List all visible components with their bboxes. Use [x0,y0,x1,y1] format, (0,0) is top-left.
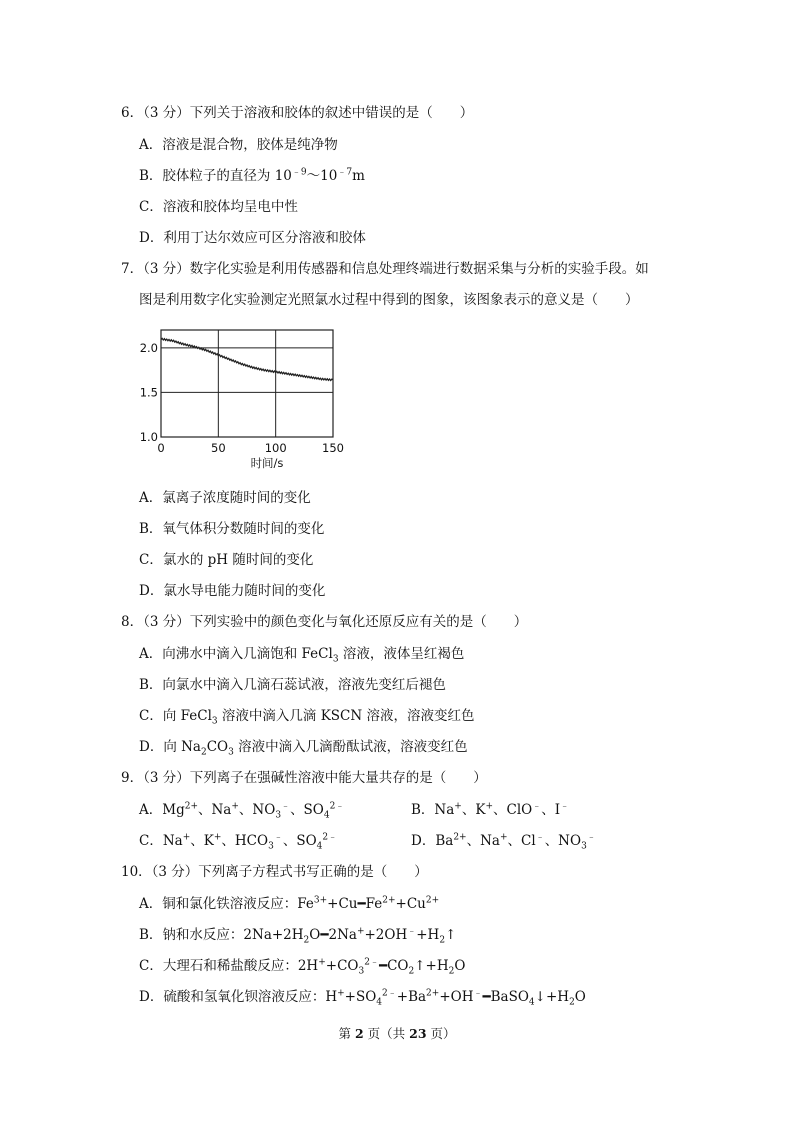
option-label: C． [139,708,163,724]
option-label: B． [139,677,163,693]
option-text: ﹣ [473,988,483,999]
option-text: + [485,801,493,812]
option-text: ━BaSO [482,989,529,1005]
option-text: 、SO [282,833,317,849]
option-text: 、NO [238,802,276,818]
chart-x-tick-label: 100 [264,441,287,455]
option-text: 2 [448,966,455,977]
option-text: 氯水导电能力随时间的变化 [163,583,326,599]
option-text: + [454,801,462,812]
option-text: + [337,988,345,999]
footer-mid: 页（共 [367,1026,406,1041]
option-text: ﹣ [586,832,596,843]
option-text: +OH [439,989,474,1005]
option-text: +SO [344,989,377,1005]
chart-x-tick-label: 50 [211,441,226,455]
option-text: + [231,801,239,812]
question-7-stem: 7．（3 分）数字化实验是利用传感器和信息处理终端进行数据采集与分析的实验手段。如 [121,261,649,277]
option-text: 3 [268,841,274,852]
option-label: A． [139,802,163,818]
option-text: 2+ [425,895,440,906]
option-label: B． [139,521,163,537]
page-footer [0,1024,794,1042]
option-text: ↓+H [534,989,570,1005]
option-text: 3 [211,716,218,727]
option-text: 胶体粒子的直径为 10 [162,168,292,184]
question-9-option-d [411,832,596,850]
option-text: 2﹣ [364,957,379,968]
question-7-stem-continued: 图是利用数字化实验测定光照氯水过程中得到的图象，该图象表示的意义是（ ） [139,292,639,308]
option-text: 氯离子浓度随时间的变化 [162,490,311,506]
footer-page-number: 2 [354,1026,364,1041]
option-text: 3 [581,841,587,852]
chart-x-tick-label: 0 [157,441,165,455]
option-text: 4 [323,810,330,821]
option-text: 溶液中滴入几滴 KSCN 溶液，溶液变红色 [217,708,475,724]
option-text: 溶液是混合物，胶体是纯净物 [162,137,338,153]
option-text: m [352,168,365,184]
option-text: ～10 [306,168,338,184]
option-text: 大理石和稀盐酸反应：2H [162,958,319,974]
option-text: 3 [332,654,339,665]
option-text: +Ba [396,989,427,1005]
question-10-option-c [139,957,465,975]
option-text: 氯水的 pH 随时间的变化 [162,552,314,568]
option-text: 利用丁达尔效应可区分溶液和胶体 [163,230,366,246]
option-text: 2 [303,935,310,946]
option-text: + [213,832,222,843]
option-text: +Cu━Fe [327,896,383,912]
option-text: 2 [569,997,575,1008]
option-text: O [454,958,466,974]
option-text: ﹣ [560,801,570,812]
option-text: 钠和水反应：2Na+2H [162,927,304,943]
option-text: 向氯水中滴入几滴石蕊试液，溶液先变红后褪色 [162,677,446,693]
question-10-option-d [139,988,586,1006]
option-text: 氧气体积分数随时间的变化 [162,521,325,537]
option-text: 硫酸和氢氧化钡溶液反应：H [163,989,338,1005]
option-text: Ba [435,833,454,849]
question-9-option-c [139,832,337,850]
option-text: 、Na [466,833,500,849]
option-text: 溶液，液体呈红褐色 [338,646,465,662]
option-text: 2+ [184,801,198,812]
option-text: ↑ [445,927,457,943]
option-label: D． [139,989,164,1005]
option-text: 2+ [382,895,396,906]
chart-y-tick-label: 1.5 [139,385,158,400]
question-7-option-c [139,551,313,569]
option-text: 2+ [426,988,440,999]
option-label: A． [139,896,163,912]
option-label: B． [411,802,435,818]
option-label: B． [139,927,163,943]
option-text: 向 Na [163,739,201,755]
footer-prefix: 第 [338,1026,351,1041]
option-text: O [574,989,586,1005]
option-label: B． [139,168,163,184]
question-9-option-a [139,801,344,819]
question-8-stem: 8．（3 分）下列实验中的颜色变化与氧化还原反应有关的是（ ） [121,614,528,630]
option-text: 、NO [544,833,582,849]
option-label: A． [139,137,163,153]
option-text: 向沸水中滴入几滴饱和 FeCl [162,646,333,662]
option-label: D． [139,230,164,246]
question-6-option-a [139,136,338,154]
option-text: ↑+H [414,958,449,974]
question-8-option-c [139,707,475,725]
chart-y-tick-label: 1.0 [139,430,158,444]
chart-x-axis-label: 时间/s [250,456,284,470]
question-7-option-a [139,489,311,507]
option-text: + [182,832,191,843]
option-text: 2﹣ [322,832,338,843]
option-label: D． [139,739,164,755]
question-8-option-b [139,676,446,694]
option-text: + [499,832,508,843]
option-text: +CO [325,958,359,974]
option-text: +Cu [395,896,426,912]
option-text: 2﹣ [329,801,345,812]
option-text: 2 [200,747,207,758]
question-10-option-a [139,895,439,913]
option-text: 、K [190,833,214,849]
question-9-option-b [411,801,569,819]
option-text: 、Cl [507,833,536,849]
option-text: 2 [408,966,415,977]
option-text: +2OH [364,927,408,943]
option-text: Mg [162,802,185,818]
option-text: 3 [358,966,365,977]
question-10-stem: 10．（3 分）下列离子方程式书写正确的是（ ） [121,864,428,880]
question-7-chart [128,325,358,475]
option-label: C． [139,199,163,215]
option-text: ﹣ [407,926,417,937]
option-text: 4 [376,997,383,1008]
option-text: 4 [316,841,323,852]
option-text: 4 [528,997,535,1008]
option-text: ﹣9 [291,167,307,178]
option-text: CO [206,739,229,755]
option-text: 、HCO [221,833,269,849]
chart-x-tick-label: 150 [322,441,344,455]
option-label: C． [139,552,163,568]
question-6-option-b [139,167,365,185]
option-text: 、SO [290,802,324,818]
option-text: 、Na [198,802,232,818]
footer-total-pages: 23 [409,1026,427,1041]
option-text: 、ClO [492,802,533,818]
question-6-stem: 6．（3 分）下列关于溶液和胶体的叙述中错误的是（ ） [121,105,474,121]
footer-suffix: 页） [430,1026,456,1041]
question-9-stem: 9．（3 分）下列离子在强碱性溶液中能大量共存的是（ ） [121,770,487,786]
option-text: Na [162,833,183,849]
option-text: Na [434,802,455,818]
option-text: ﹣ [281,801,291,812]
option-text: +H [416,927,440,943]
option-text: ﹣ [273,832,283,843]
option-text: 3 [275,810,282,821]
question-8-option-a [139,645,464,663]
option-label: D． [139,583,164,599]
chart-grid [161,330,333,437]
option-text: + [318,957,326,968]
option-label: A． [139,646,163,662]
option-text: 向 FeCl [162,708,212,724]
option-label: C． [139,833,163,849]
option-text: 、K [461,802,486,818]
option-label: A． [139,490,163,506]
option-text: ━CO [378,958,409,974]
option-text: 2﹣ [382,988,397,999]
option-text: 2 [439,935,446,946]
option-text: 、I [541,802,561,818]
option-text: 3+ [313,895,328,906]
chart-series-line [161,338,333,380]
option-text: + [356,926,365,937]
option-text: 溶液和胶体均呈电中性 [162,199,298,215]
option-text: ﹣7 [337,167,353,178]
option-text: 3 [228,747,234,758]
question-8-option-d [139,738,468,756]
option-text: ﹣ [535,832,545,843]
question-6-option-c [139,198,298,216]
question-7-option-b [139,520,324,538]
question-7-option-d [139,582,325,600]
option-label: C． [139,958,163,974]
chart-tick-labels [140,341,344,455]
chart-y-tick-label: 2.0 [139,340,158,355]
option-text: O━2Na [309,927,357,943]
option-text: 铜和氯化铁溶液反应：Fe [162,896,314,912]
question-10-option-b [139,926,456,944]
option-label: D． [411,833,436,849]
option-text: 2+ [453,832,467,843]
option-text: ﹣ [532,801,542,812]
chart-frame [161,330,333,437]
question-6-option-d [139,229,366,247]
option-text: 溶液中滴入几滴酚酞试液，溶液变红色 [233,739,468,755]
